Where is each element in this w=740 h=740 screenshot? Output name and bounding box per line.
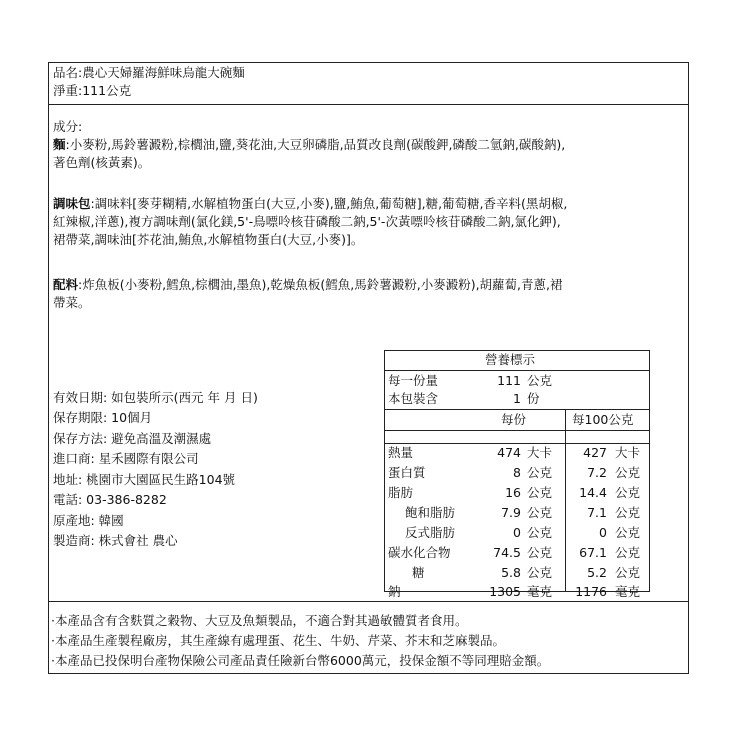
nutrition-row (385, 464, 649, 482)
serving-size-value: 111 (497, 373, 521, 388)
per-serving-value: 0 (513, 525, 521, 540)
nutrient-name: 熱量 (388, 445, 414, 460)
per-100g-header: 每100公克 (572, 412, 634, 427)
nutrient-name: 蛋白質 (388, 465, 426, 480)
shelf-life: 保存期限: 10個月 (53, 410, 153, 425)
servings-label: 本包裝含 (388, 391, 439, 406)
per-100g-unit: 公克 (615, 485, 641, 500)
per-serving-unit: 公克 (527, 565, 553, 580)
per-serving-unit: 大卡 (527, 445, 553, 460)
seasoning-label: 調味包 (53, 196, 91, 211)
per-serving-unit: 公克 (527, 525, 553, 540)
per-100g-value: 7.2 (587, 465, 607, 480)
nutrient-name: 糖 (412, 565, 425, 580)
nutrition-row (385, 583, 649, 601)
seasoning-text-1: :調味料[麥芽糊精,水解植物蛋白(大豆,小麥),鹽,鮪魚,葡萄糖],糖,葡萄糖,香辛料(黑胡椒, (90, 196, 568, 211)
per-serving-value: 1305 (489, 584, 521, 599)
nutrition-row (385, 444, 649, 462)
per-100g-unit: 大卡 (615, 445, 641, 460)
seasoning-line-3: 裙帶菜,調味油[芥花油,鮪魚,水解植物蛋白(大豆,小麥)]。 (53, 232, 364, 247)
nutrition-row (385, 504, 649, 522)
nutrient-name: 鈉 (388, 584, 401, 599)
noodle-line-1 (53, 136, 565, 154)
per-100g-value: 427 (583, 445, 607, 460)
expiry-date: 有效日期: 如包裝所示(西元 年 月 日) (53, 390, 258, 405)
per-100g-unit: 公克 (615, 545, 641, 560)
per-serving-value: 7.9 (501, 505, 521, 520)
table-divider (385, 430, 649, 431)
manufacturer: 製造商: 株式會社 農心 (53, 533, 178, 548)
net-weight: 淨重:111公克 (53, 83, 132, 98)
seasoning-line-1 (53, 195, 567, 213)
per-serving-value: 474 (497, 445, 521, 460)
servings-row (385, 390, 649, 408)
toppings-line-1 (53, 276, 563, 294)
nutrient-name: 反式脂肪 (405, 525, 456, 540)
toppings-line-2: 帶菜。 (53, 295, 91, 310)
per-serving-value: 16 (505, 485, 521, 500)
divider (49, 601, 688, 602)
nutrition-row (385, 524, 649, 542)
per-serving-unit: 公克 (527, 465, 553, 480)
per-serving-value: 74.5 (493, 545, 521, 560)
serving-size-label: 每一份量 (388, 373, 439, 388)
per-100g-value: 7.1 (587, 505, 607, 520)
label-panel (48, 62, 689, 674)
importer: 進口商: 星禾國際有限公司 (53, 451, 199, 466)
per-100g-value: 1176 (575, 584, 607, 599)
per-serving-value: 8 (513, 465, 521, 480)
phone: 電話: 03-386-8282 (53, 492, 167, 507)
nutrient-name: 飽和脂肪 (405, 505, 456, 520)
divider (49, 104, 688, 105)
nutrition-row (385, 564, 649, 582)
per-100g-value: 14.4 (579, 485, 607, 500)
notice-insurance: ·本產品已投保明台產物保險公司產品責任險新台幣6000萬元，投保金額不等同理賠金額。 (51, 653, 550, 668)
notice-facility: ·本產品生產製程廠房，其生產線有處理蛋、花生、牛奶、芹菜、芥末和芝麻製品。 (51, 633, 505, 648)
noodle-line-2: 著色劑(核黃素)。 (53, 155, 151, 170)
column-header-row (385, 411, 649, 429)
nutrition-title-row (385, 351, 649, 369)
seasoning-line-2: 紅辣椒,洋蔥),複方調味劑(氯化鎂,5'-鳥嘌呤核苷磷酸二鈉,5'-次黃嘌呤核苷磷酸二鈉,氯化鉀), (53, 214, 561, 229)
ingredients-heading: 成分: (53, 119, 83, 134)
per-serving-header: 每份 (501, 412, 527, 427)
per-100g-unit: 公克 (615, 565, 641, 580)
table-divider (385, 409, 649, 410)
notice-allergen: ·本產品含有含麩質之穀物、大豆及魚類製品，不適合對其過敏體質者食用。 (51, 613, 468, 628)
column-divider (565, 410, 566, 592)
per-serving-unit: 公克 (527, 505, 553, 520)
per-100g-unit: 公克 (615, 505, 641, 520)
nutrition-title: 營養標示 (485, 352, 536, 367)
table-divider (385, 370, 649, 371)
per-serving-value: 5.8 (501, 565, 521, 580)
address: 地址: 桃園市大園區民生路104號 (53, 472, 236, 487)
per-100g-unit: 公克 (615, 465, 641, 480)
noodle-label: 麵 (53, 137, 66, 152)
toppings-text-1: :炸魚板(小麥粉,鱈魚,棕櫚油,墨魚),乾燥魚板(鱈魚,馬鈴薯澱粉,小麥澱粉),胡蘿蔔,青蔥,裙 (78, 277, 563, 292)
nutrient-name: 脂肪 (388, 485, 414, 500)
toppings-label: 配料 (53, 277, 79, 292)
origin: 原產地: 韓國 (53, 513, 124, 528)
per-100g-value: 0 (599, 525, 607, 540)
servings-value: 1 (513, 391, 521, 406)
per-serving-unit: 公克 (527, 545, 553, 560)
per-100g-unit: 毫克 (615, 584, 641, 599)
nutrient-name: 碳水化合物 (388, 545, 451, 560)
nutrition-row (385, 484, 649, 502)
nutrition-table (384, 350, 650, 599)
per-100g-unit: 公克 (615, 525, 641, 540)
nutrition-row (385, 544, 649, 562)
per-100g-value: 5.2 (587, 565, 607, 580)
table-divider (385, 443, 649, 444)
servings-unit: 份 (527, 391, 540, 406)
storage: 保存方法: 避免高溫及潮濕處 (53, 431, 212, 446)
per-100g-value: 67.1 (579, 545, 607, 560)
product-name: 品名:農心天婦羅海鮮味烏龍大碗麵 (53, 65, 245, 80)
per-serving-unit: 公克 (527, 485, 553, 500)
serving-size-row (385, 372, 649, 390)
per-serving-unit: 毫克 (527, 584, 553, 599)
noodle-text-1: :小麥粉,馬鈴薯澱粉,棕櫚油,鹽,葵花油,大豆卵磷脂,品質改良劑(碳酸鉀,磷酸二氫鈉,碳酸鈉), (65, 137, 566, 152)
serving-size-unit: 公克 (527, 373, 553, 388)
